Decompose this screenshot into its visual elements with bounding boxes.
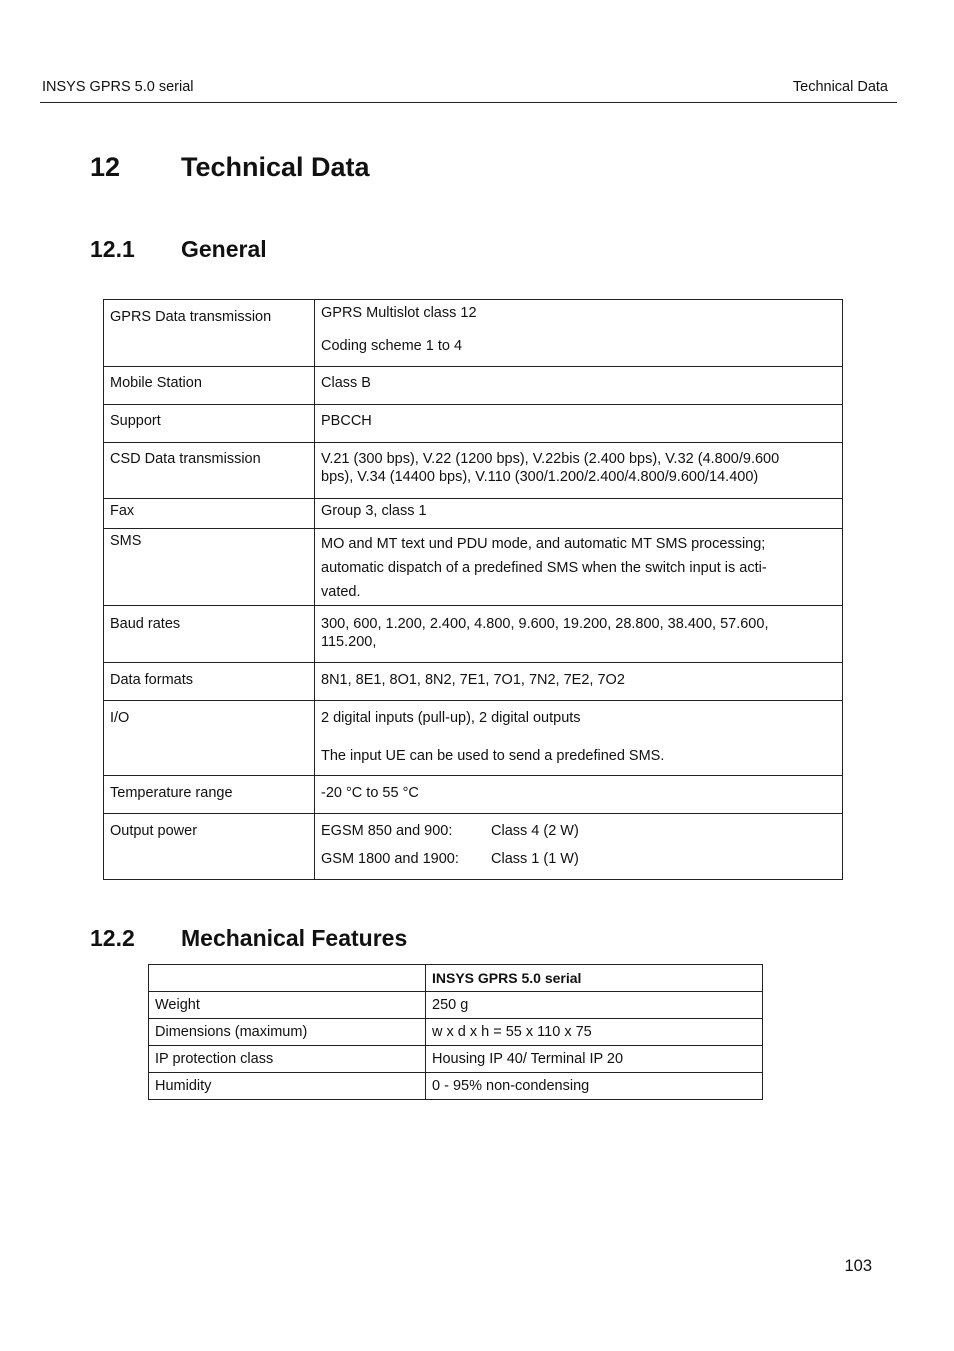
value-line: GPRS Multislot class 12 [321, 305, 477, 321]
row-label: Data formats [104, 663, 315, 701]
value-line: The input UE can be used to send a predefined SMS. [321, 748, 665, 764]
row-label: Baud rates [104, 606, 315, 663]
table-header-row [149, 965, 763, 992]
chapter-heading [90, 152, 370, 183]
table-row [104, 499, 843, 529]
row-label: Dimensions (maximum) [149, 1019, 426, 1046]
value-line: bps), V.34 (14400 bps), V.110 (300/1.200/2.400/4.800/9.600/14.400) [321, 469, 759, 485]
row-value [315, 529, 843, 606]
running-header-product: INSYS GPRS 5.0 serial [42, 79, 194, 95]
column-header: INSYS GPRS 5.0 serial [426, 965, 763, 992]
section-number: 12.1 [90, 236, 135, 262]
row-label: Humidity [149, 1073, 426, 1100]
table-row [104, 300, 843, 367]
table-row [104, 405, 843, 443]
value-line: 300, 600, 1.200, 2.400, 4.800, 9.600, 19.200, 28.800, 38.400, 57.600, [321, 616, 769, 632]
section-heading-mechanical [90, 925, 407, 952]
band-label: GSM 1800 and 1900: [321, 851, 459, 867]
row-label: Output power [104, 814, 315, 880]
row-value: Class B [315, 367, 843, 405]
chapter-title: Technical Data [181, 152, 370, 182]
row-value: Housing IP 40/ Terminal IP 20 [426, 1046, 763, 1073]
value-line: 2 digital inputs (pull-up), 2 digital outputs [321, 710, 581, 726]
row-value: w x d x h = 55 x 110 x 75 [426, 1019, 763, 1046]
table-row [149, 1019, 763, 1046]
table-row [104, 814, 843, 880]
row-label: Support [104, 405, 315, 443]
value-line: vated. [321, 584, 361, 600]
section-heading-general [90, 236, 267, 263]
band-label: EGSM 850 and 900: [321, 823, 453, 839]
row-value [315, 814, 843, 880]
section-number: 12.2 [90, 925, 135, 951]
row-label: I/O [104, 701, 315, 776]
table-row [104, 701, 843, 776]
power-class: Class 4 (2 W) [491, 823, 579, 839]
power-class: Class 1 (1 W) [491, 851, 579, 867]
table-row [149, 992, 763, 1019]
running-header-section: Technical Data [792, 79, 888, 95]
header-rule [40, 102, 897, 103]
row-label: IP protection class [149, 1046, 426, 1073]
table-row [104, 443, 843, 499]
row-label: Weight [149, 992, 426, 1019]
row-value: 0 - 95% non-condensing [426, 1073, 763, 1100]
table-row [104, 776, 843, 814]
table-row [104, 606, 843, 663]
table-row [149, 1073, 763, 1100]
page-number: 103 [844, 1257, 872, 1275]
section-title: General [181, 236, 267, 262]
row-label: CSD Data transmission [104, 443, 315, 499]
table-row [104, 663, 843, 701]
table-row [149, 1046, 763, 1073]
row-label: SMS [104, 529, 315, 606]
general-spec-table [103, 299, 843, 880]
row-value: Group 3, class 1 [315, 499, 843, 529]
row-value [315, 606, 843, 663]
row-value [315, 443, 843, 499]
row-value [315, 300, 843, 367]
section-title: Mechanical Features [181, 925, 408, 951]
row-value: 8N1, 8E1, 8O1, 8N2, 7E1, 7O1, 7N2, 7E2, 7O2 [315, 663, 843, 701]
row-value: PBCCH [315, 405, 843, 443]
value-line: V.21 (300 bps), V.22 (1200 bps), V.22bis (2.400 bps), V.32 (4.800/9.600 [321, 451, 780, 467]
row-value: -20 °C to 55 °C [315, 776, 843, 814]
value-line: Coding scheme 1 to 4 [321, 338, 463, 354]
value-line: MO and MT text und PDU mode, and automatic MT SMS processing; [321, 536, 766, 552]
row-label: Mobile Station [104, 367, 315, 405]
row-value [315, 701, 843, 776]
value-line: 115.200, [321, 634, 377, 650]
value-line [321, 822, 836, 840]
row-label: Fax [104, 499, 315, 529]
value-line: automatic dispatch of a predefined SMS when the switch input is acti- [321, 560, 767, 576]
value-line [321, 850, 836, 868]
header-empty-cell [149, 965, 426, 992]
mechanical-features-table [148, 964, 763, 1100]
table-row [104, 529, 843, 606]
table-row [104, 367, 843, 405]
row-value: 250 g [426, 992, 763, 1019]
row-label: Temperature range [104, 776, 315, 814]
chapter-number: 12 [90, 152, 121, 182]
row-label: GPRS Data transmission [104, 300, 315, 367]
